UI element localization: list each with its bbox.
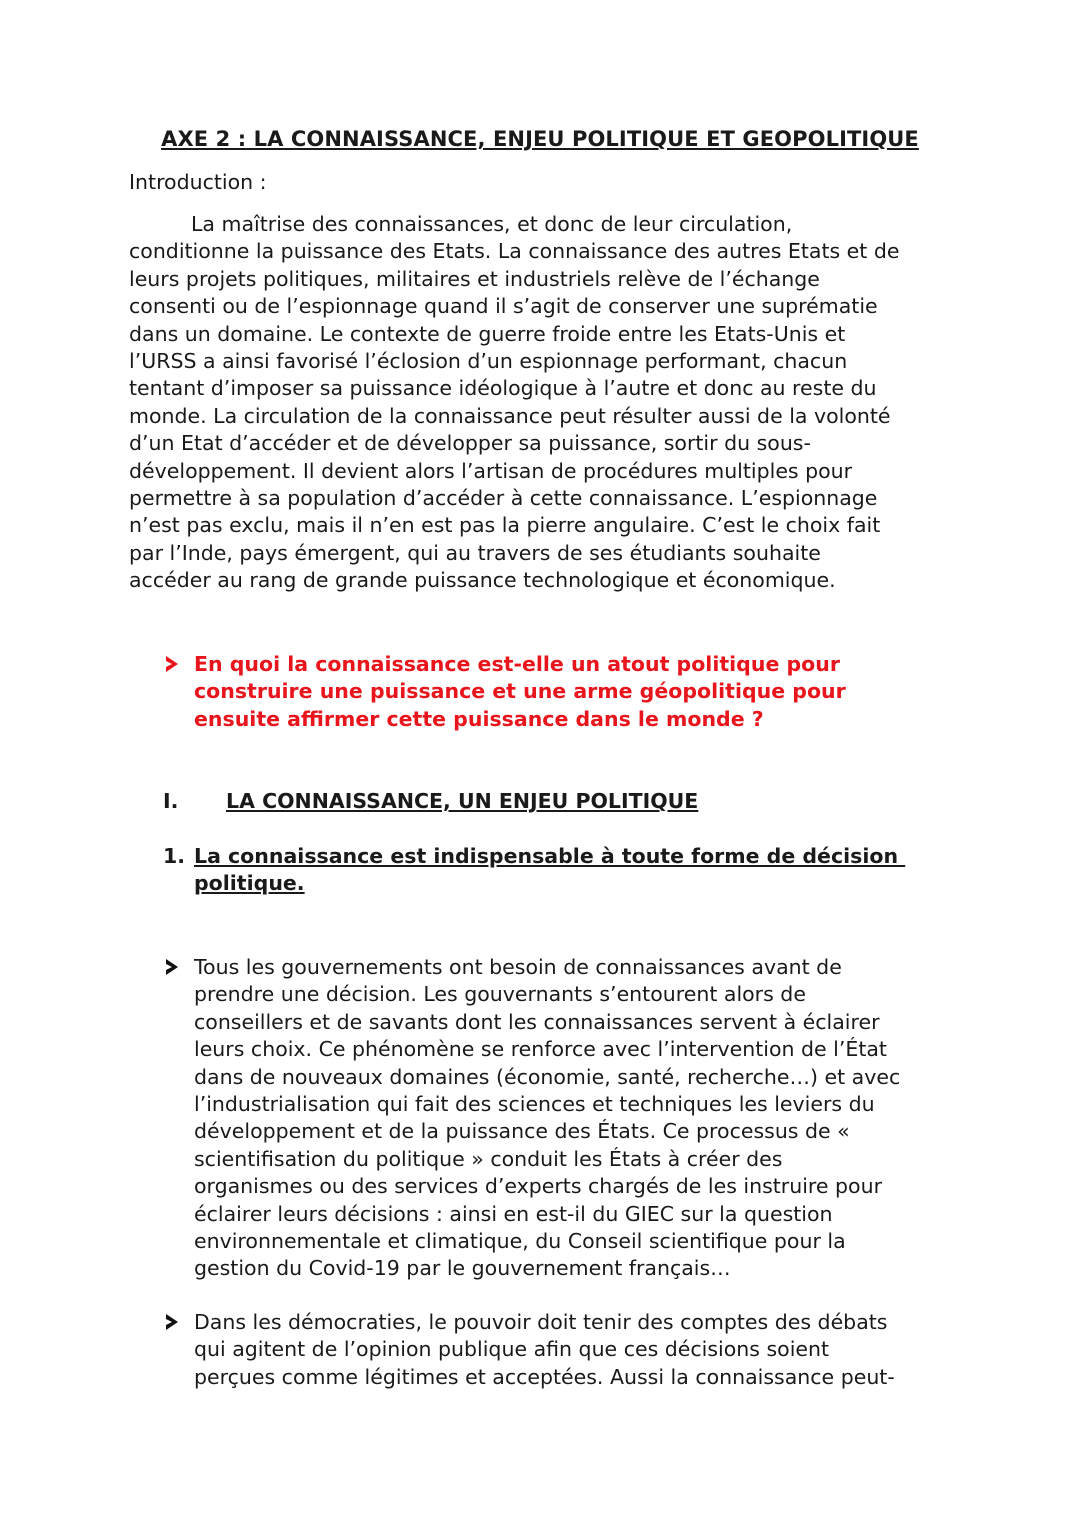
subsection-title-line: La connaissance est indispensable à toute forme de décision xyxy=(194,844,906,868)
bullet-paragraph xyxy=(164,1309,964,1391)
subsection-heading xyxy=(163,843,963,898)
intro-paragraph xyxy=(129,211,959,595)
intro-line: leurs projets politiques, militaires et industriels relève de l’échange xyxy=(129,266,820,291)
bullet-line: prendre une décision. Les gouvernants s’entourent alors de xyxy=(194,982,806,1007)
subsection-title-line: politique. xyxy=(194,871,305,896)
intro-line: conditionne la puissance des Etats. La connaissance des autres Etats et de xyxy=(129,239,900,264)
intro-line: accéder au rang de grande puissance technologique et économique. xyxy=(129,568,836,593)
bullet-line: conseillers et de savants dont les connaissances servent à éclairer xyxy=(194,1009,880,1034)
section-title: LA CONNAISSANCE, UN ENJEU POLITIQUE xyxy=(226,789,699,813)
intro-line: par l’Inde, pays émergent, qui au travers de ses étudiants souhaite xyxy=(129,540,821,565)
bullet-line: scientifisation du politique » conduit les États à créer des xyxy=(194,1146,783,1171)
bullet-line: environnementale et climatique, du Conseil scientifique pour la xyxy=(194,1229,846,1254)
intro-line: d’un Etat d’accéder et de développer sa puissance, sortir du sous- xyxy=(129,431,811,456)
intro-line: consenti ou de l’espionnage quand il s’agit de conserver une suprématie xyxy=(129,294,878,319)
intro-line: permettre à sa population d’accéder à cette connaissance. L’espionnage xyxy=(129,486,878,511)
bullet-line: leurs choix. Ce phénomène se renforce avec l’intervention de l’État xyxy=(194,1037,887,1062)
problem-question xyxy=(164,651,964,733)
page-title: AXE 2 : LA CONNAISSANCE, ENJEU POLITIQUE ET GEOPOLITIQUE xyxy=(161,127,919,151)
arrow-right-icon xyxy=(164,651,182,678)
question-line: ensuite affirmer cette puissance dans le monde ? xyxy=(194,706,764,731)
intro-line: dans un domaine. Le contexte de guerre froide entre les Etats-Unis et xyxy=(129,321,846,346)
bullet-line: perçues comme légitimes et acceptées. Aussi la connaissance peut- xyxy=(194,1364,895,1389)
bullet-line: l’industrialisation qui fait des sciences et techniques les leviers du xyxy=(194,1092,875,1117)
arrow-right-icon xyxy=(164,1309,182,1336)
intro-line: tentant d’imposer sa puissance idéologique à l’autre et donc au reste du xyxy=(129,376,877,401)
bullet-line: développement et de la puissance des États. Ce processus de « xyxy=(194,1119,850,1144)
bullet-paragraph xyxy=(164,954,964,1283)
question-line: En quoi la connaissance est-elle un atout politique pour xyxy=(194,652,840,676)
bullet-line: éclairer leurs décisions : ainsi en est-il du GIEC sur la question xyxy=(194,1201,833,1226)
intro-line: n’est pas exclu, mais il n’en est pas la pierre angulaire. C’est le choix fait xyxy=(129,513,881,538)
bullet-line: dans de nouveaux domaines (économie, santé, recherche…) et avec xyxy=(194,1064,901,1089)
intro-label: Introduction : xyxy=(129,170,267,194)
intro-line: La maîtrise des connaissances, et donc de leur circulation, xyxy=(191,212,793,236)
intro-line: l’URSS a ainsi favorisé l’éclosion d’un espionnage performant, chacun xyxy=(129,349,848,374)
bullet-line: Tous les gouvernements ont besoin de connaissances avant de xyxy=(194,955,842,979)
intro-line: monde. La circulation de la connaissance peut résulter aussi de la volonté xyxy=(129,403,891,428)
bullet-line: Dans les démocraties, le pouvoir doit tenir des comptes des débats xyxy=(194,1310,888,1334)
bullet-line: qui agitent de l’opinion publique afin que ces décisions soient xyxy=(194,1337,830,1362)
bullet-line: gestion du Covid-19 par le gouvernement français… xyxy=(194,1256,731,1281)
subsection-number: 1. xyxy=(163,844,186,868)
bullet-line: organismes ou des services d’experts chargés de les instruire pour xyxy=(194,1174,883,1199)
section-number: I. xyxy=(163,789,179,813)
question-line: construire une puissance et une arme géopolitique pour xyxy=(194,679,846,704)
intro-line: développement. Il devient alors l’artisan de procédures multiples pour xyxy=(129,458,853,483)
arrow-right-icon xyxy=(164,954,182,981)
